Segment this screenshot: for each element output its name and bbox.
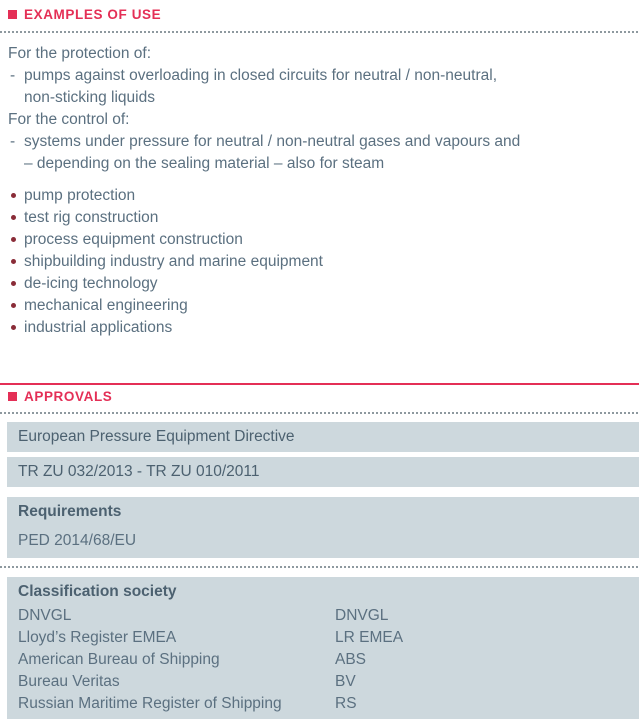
list-item [0,317,639,339]
table-row [18,693,629,715]
red-square-icon [8,10,17,19]
paragraph-continuation-line: – depending on the sealing material – also for steam [24,155,385,172]
society-code: BV [335,673,356,690]
list-item [0,207,639,229]
examples-bullet-list [0,185,639,339]
list-item-label: pump protection [24,187,136,204]
dash-marker: - [10,67,16,84]
dotted-divider [0,412,639,414]
approval-box-directive: European Pressure Equipment Directive [7,422,639,452]
list-item-label: test rig construction [24,209,159,226]
bullet-dot-icon [11,193,16,198]
society-name: DNVGL [18,607,72,624]
society-code: LR EMEA [335,629,404,646]
society-code: DNVGL [335,607,389,624]
approval-box-tr-zu: TR ZU 032/2013 - TR ZU 010/2011 [7,457,639,487]
list-item-label: de-icing technology [24,275,158,292]
table-row [18,671,629,693]
table-row [18,627,629,649]
approvals-header [0,389,639,404]
dotted-divider [0,566,639,568]
examples-of-use-header [0,7,639,22]
bullet-dot-icon [11,215,16,220]
bullet-dot-icon [11,303,16,308]
bullet-dot-icon [11,237,16,242]
society-code: RS [335,695,357,712]
classification-label: Classification society [18,583,177,600]
society-name: American Bureau of Shipping [18,651,220,668]
bullet-dot-icon [11,325,16,330]
list-item-label: shipbuilding industry and marine equipment [24,253,323,270]
bullet-dot-icon [11,259,16,264]
list-item-label: mechanical engineering [24,297,188,314]
society-name: Russian Maritime Register of Shipping [18,695,282,712]
requirements-label: Requirements [18,503,122,520]
approval-box-classification [7,577,639,719]
list-item [0,185,639,207]
dash-marker: - [10,133,16,150]
examples-paragraph [0,43,639,175]
society-code: ABS [335,651,367,668]
classification-table [18,605,629,715]
table-row [18,605,629,627]
paragraph-line: For the control of: [8,111,130,128]
society-name: Bureau Veritas [18,673,120,690]
list-item-label: process equipment construction [24,231,243,248]
section-title: APPROVALS [24,389,113,404]
paragraph-dash-line [0,131,639,153]
section-approvals [0,383,639,719]
society-name: Lloyd’s Register EMEA [18,629,177,646]
section-examples-of-use [0,0,639,339]
approval-box-requirements [7,497,639,558]
list-item [0,295,639,317]
list-item [0,229,639,251]
paragraph-dash-line [0,65,639,87]
list-item-label: industrial applications [24,319,173,336]
paragraph-line: For the protection of: [8,45,152,62]
requirements-value: PED 2014/68/EU [18,532,137,549]
bullet-dot-icon [11,281,16,286]
table-row [18,649,629,671]
paragraph-line-text: systems under pressure for neutral / non-neutral gases and vapours and [24,133,521,150]
red-square-icon [8,392,17,401]
paragraph-continuation-line: non-sticking liquids [24,89,155,106]
dotted-divider [0,31,639,33]
section-title: EXAMPLES OF USE [24,7,162,22]
list-item [0,251,639,273]
paragraph-line-text: pumps against overloading in closed circuits for neutral / non-neutral, [24,67,498,84]
list-item [0,273,639,295]
